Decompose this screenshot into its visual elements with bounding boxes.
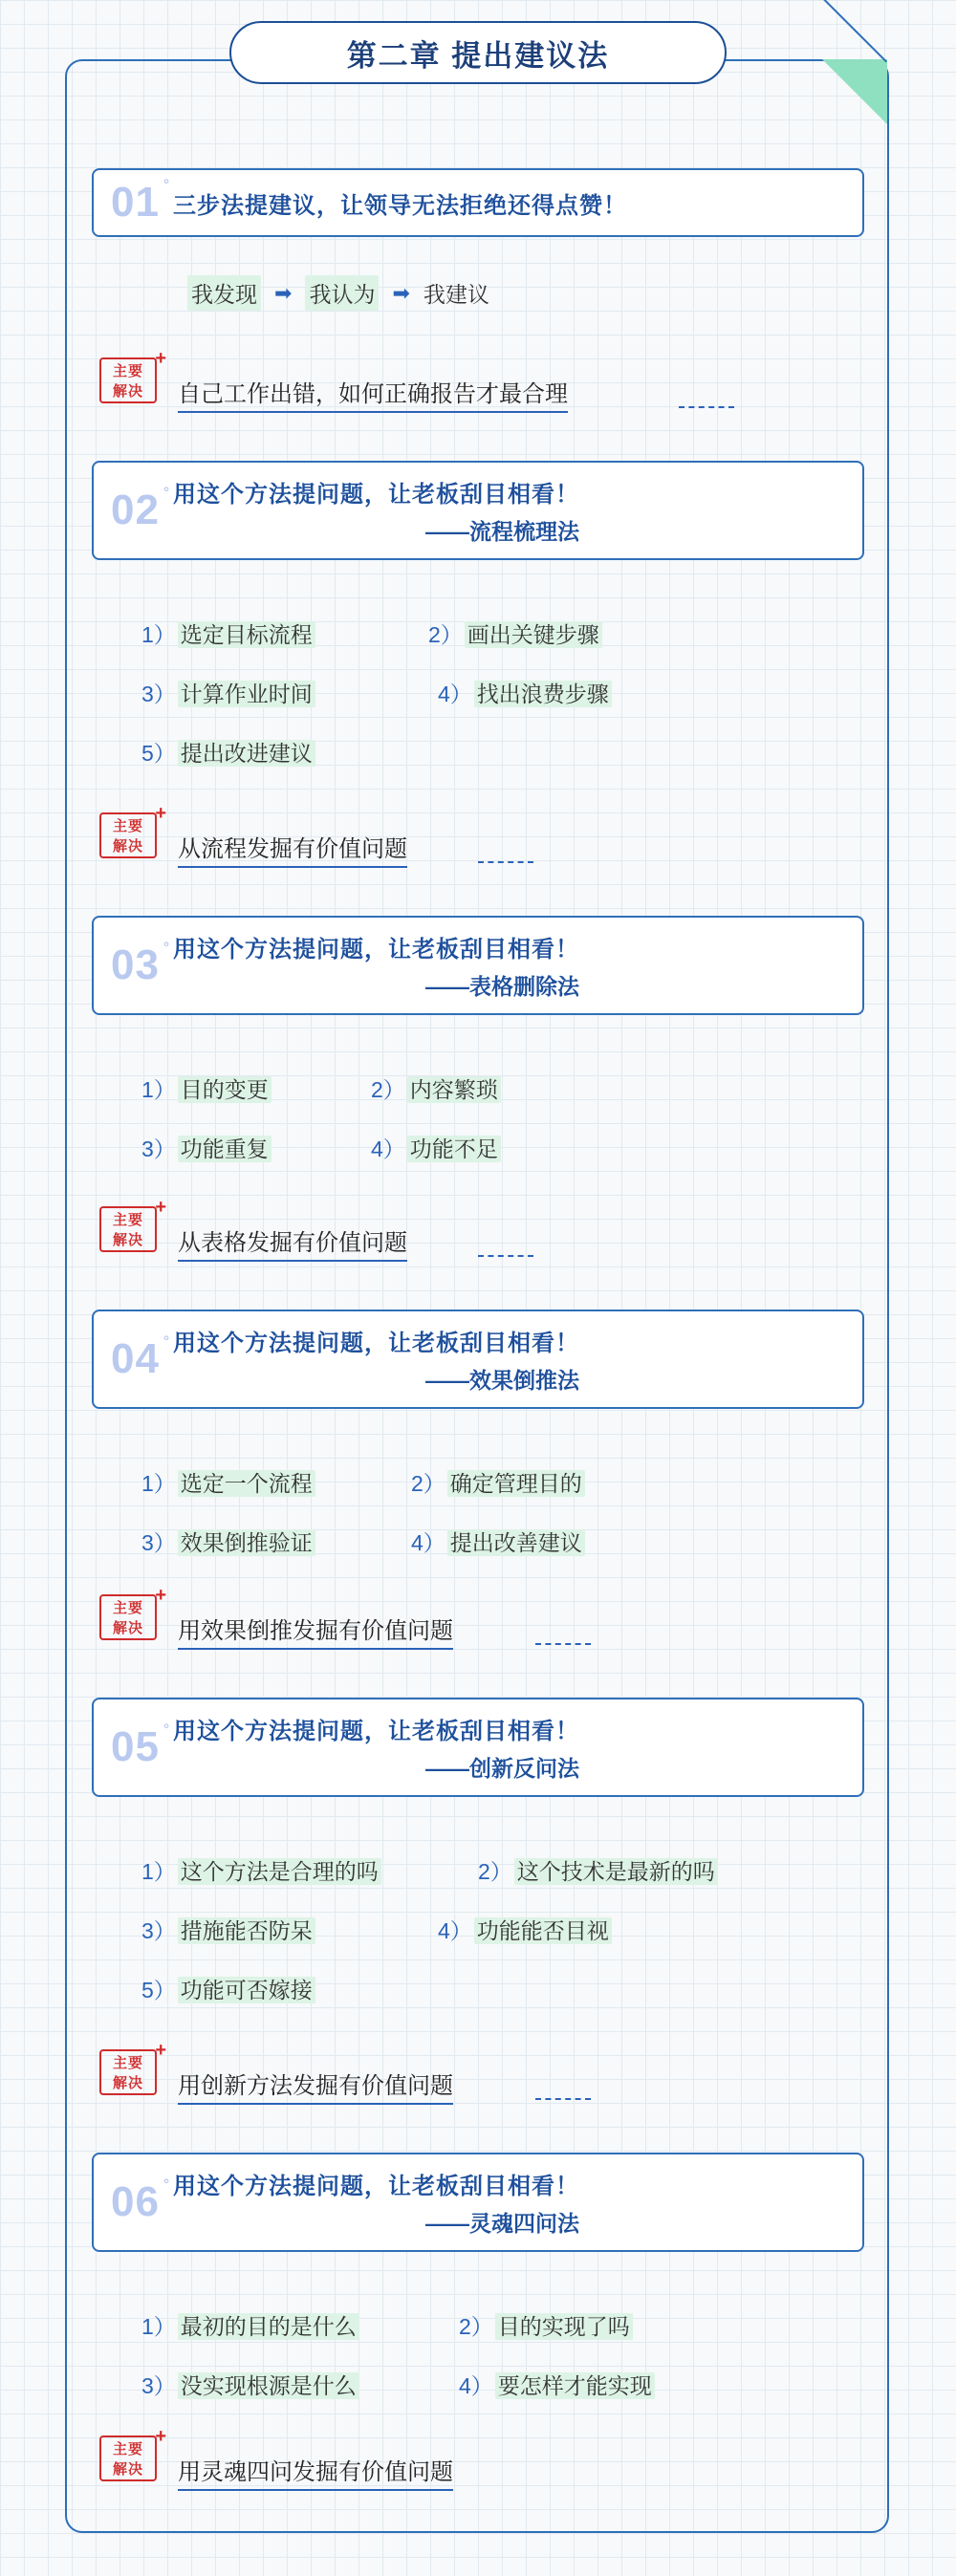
plus-icon: +: [155, 1197, 167, 1218]
degree-mark-05: °: [163, 1721, 170, 1738]
plus-icon: +: [155, 803, 167, 824]
degree-mark-03: °: [163, 940, 170, 956]
section-header-02[interactable]: [92, 461, 864, 560]
stamp-line-2: 解决: [112, 383, 143, 400]
section-number-02: 02 °: [111, 485, 170, 533]
section-subtitle-02: ——流程梳理法: [424, 519, 579, 544]
underline-dashes-01: [679, 406, 734, 408]
stamp-line-1: 主要: [112, 2055, 143, 2071]
degree-mark-01: °: [163, 177, 170, 193]
solve-text-02: 从流程发掘有价值问题: [178, 830, 407, 866]
solve-stamp-02: [99, 803, 167, 858]
stamp-line-1: 主要: [112, 1600, 143, 1616]
section-subtitle-05: ——创新反问法: [424, 1756, 579, 1781]
flow-step-3: 我建议: [423, 282, 489, 307]
list-item: 4） 找出浪费步骤: [438, 677, 612, 708]
section-title-03: 用这个方法提问题，让老板刮目相看！: [172, 937, 579, 963]
stamp-line-1: 主要: [112, 818, 143, 834]
list-item: 2） 目的实现了吗: [459, 2309, 633, 2341]
solve-stamp-04: [99, 1585, 167, 1640]
degree-mark-02: °: [163, 485, 170, 501]
plus-icon: +: [155, 2426, 167, 2447]
stamp-line-1: 主要: [112, 1212, 143, 1228]
section-number-04: 04 °: [111, 1333, 170, 1382]
flow-row-01: [187, 275, 489, 311]
list-item: 1） 最初的目的是什么: [141, 2309, 359, 2341]
stamp-line-2: 解决: [112, 1232, 143, 1248]
section-header-01[interactable]: [92, 168, 864, 237]
solve-text-04: 用效果倒推发掘有价值问题: [178, 1612, 453, 1648]
list-item: 3） 功能重复: [141, 1132, 272, 1163]
list-item: 2） 内容繁琐: [371, 1072, 501, 1104]
degree-mark-04: °: [163, 1333, 170, 1350]
arrow-right-icon: ➡: [392, 280, 410, 305]
section-header-04[interactable]: [92, 1310, 864, 1409]
list-item: 1） 这个方法是合理的吗: [141, 1854, 381, 1886]
solve-stamp-03: [99, 1197, 167, 1252]
section-number-06: 06 °: [111, 2176, 170, 2225]
section-subtitle-03: ——表格删除法: [424, 974, 579, 999]
section-header-03[interactable]: [92, 916, 864, 1015]
section-title-02: 用这个方法提问题，让老板刮目相看！: [172, 482, 579, 508]
plus-icon: +: [155, 348, 167, 369]
plus-icon: +: [155, 2040, 167, 2061]
section-number-01: 01 °: [111, 177, 170, 226]
list-item: 2） 这个技术是最新的吗: [478, 1854, 718, 1886]
stamp-line-2: 解决: [112, 838, 143, 855]
section-subtitle-06: ——灵魂四问法: [424, 2211, 579, 2236]
stamp-line-1: 主要: [112, 363, 143, 379]
flow-step-2: 我认为: [305, 275, 379, 311]
list-item: 5） 功能可否嫁接: [141, 1973, 315, 2004]
chapter-title: [229, 21, 727, 84]
section-title-04: 用这个方法提问题，让老板刮目相看！: [172, 1331, 579, 1356]
list-item: 1） 选定一个流程: [141, 1466, 315, 1498]
list-item: 1） 选定目标流程: [141, 617, 315, 649]
section-number-05: 05 °: [111, 1721, 170, 1770]
underline-dashes-04: [535, 1643, 591, 1645]
list-item: 4） 提出改善建议: [411, 1526, 585, 1557]
list-item: 5） 提出改进建议: [141, 736, 315, 768]
chapter-title-text: 第二章 提出建议法: [346, 38, 610, 73]
stamp-line-2: 解决: [112, 2075, 143, 2091]
list-item: 2） 画出关键步骤: [428, 617, 602, 649]
underline-dashes-05: [535, 2098, 591, 2100]
list-item: 2） 确定管理目的: [411, 1466, 585, 1498]
arrow-right-icon: ➡: [274, 280, 293, 305]
list-item: 3） 效果倒推验证: [141, 1526, 315, 1557]
list-item: 3） 计算作业时间: [141, 677, 315, 708]
stamp-line-1: 主要: [112, 2441, 143, 2457]
section-number-03: 03 °: [111, 940, 170, 988]
solve-text-01: 自己工作出错，如何正确报告才最合理: [178, 375, 568, 411]
flow-step-1: 我发现: [187, 275, 261, 311]
section-title-06: 用这个方法提问题，让老板刮目相看！: [172, 2174, 579, 2199]
stamp-line-2: 解决: [112, 1620, 143, 1636]
folded-corner-decoration: [822, 59, 887, 124]
underline-dashes-03: [478, 1255, 533, 1257]
section-header-05[interactable]: [92, 1698, 864, 1797]
section-title-05: 用这个方法提问题，让老板刮目相看！: [172, 1719, 579, 1744]
fold-crease-line: [821, 0, 887, 62]
solve-stamp-06: [99, 2426, 167, 2481]
stamp-line-2: 解决: [112, 2461, 143, 2478]
plus-icon: +: [155, 1585, 167, 1606]
list-item: 3） 措施能否防呆: [141, 1914, 315, 1945]
underline-dashes-02: [478, 861, 533, 863]
list-item: 4） 功能不足: [371, 1132, 501, 1163]
section-header-06[interactable]: [92, 2153, 864, 2252]
list-item: 1） 目的变更: [141, 1072, 272, 1104]
solve-stamp-05: [99, 2040, 167, 2095]
list-item: 3） 没实现根源是什么: [141, 2369, 359, 2400]
solve-text-03: 从表格发掘有价值问题: [178, 1223, 407, 1260]
list-item: 4） 要怎样才能实现: [459, 2369, 655, 2400]
solve-stamp-01: [99, 348, 167, 403]
solve-text-06: 用灵魂四问发掘有价值问题: [178, 2453, 453, 2489]
solve-text-05: 用创新方法发掘有价值问题: [178, 2067, 453, 2103]
section-title-01: 三步法提建议，让领导无法拒绝还得点赞！: [172, 192, 627, 219]
list-item: 4） 功能能否目视: [438, 1914, 612, 1945]
degree-mark-06: °: [163, 2176, 170, 2193]
section-subtitle-04: ——效果倒推法: [424, 1368, 579, 1393]
